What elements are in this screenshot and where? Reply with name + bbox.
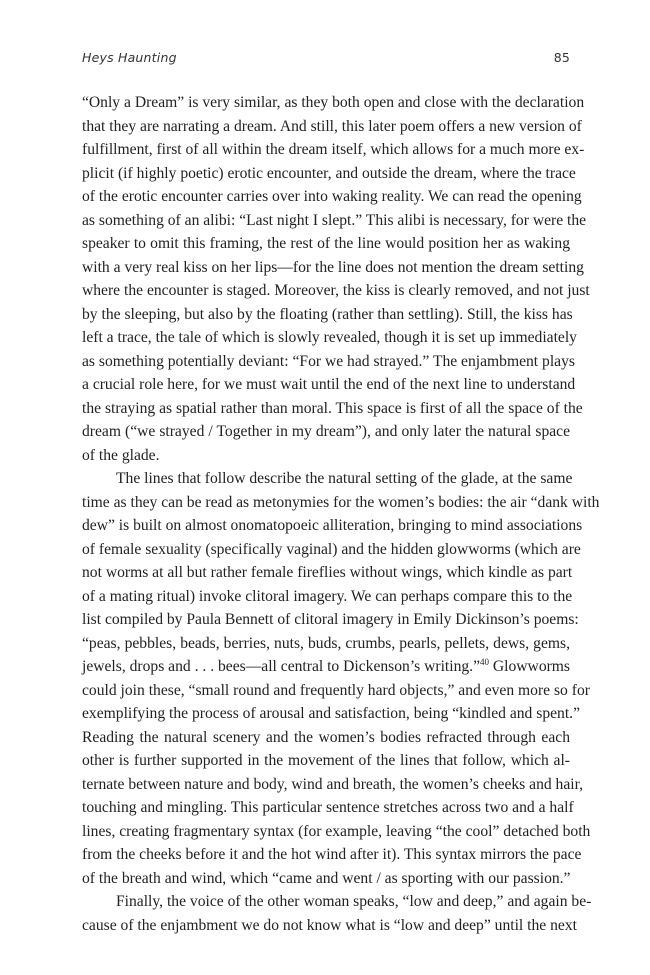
- text-line: of the glade.: [82, 446, 160, 464]
- text-line: Reading the natural scenery and the women’s bodies refracted through each: [82, 728, 570, 746]
- footnote-line-before: jewels, drops and . . . bees—all central to Dickenson’s writing.”: [82, 658, 480, 675]
- text-line: fulfillment, first of all within the dream itself, which allows for a much more ex-: [82, 141, 585, 158]
- text-line: “Only a Dream” is very similar, as they both open and close with the declaration: [82, 94, 585, 111]
- text-line: could join these, “small round and frequently hard objects,” and even more so for: [82, 681, 590, 699]
- page-number: 85: [553, 50, 570, 65]
- text-line: as something potentially deviant: “For we had strayed.” The enjambment plays: [82, 352, 575, 370]
- text-line: The lines that follow describe the natural setting of the glade, at the same: [116, 470, 573, 487]
- text-line: of the breath and wind, which “came and went / as sporting with our passion.”: [82, 869, 571, 887]
- text-line: where the encounter is staged. Moreover, the kiss is clearly removed, and not just: [82, 282, 590, 299]
- text-line: cause of the enjambment we do not know what is “low and deep” until the next: [82, 916, 577, 934]
- text-line: of the erotic encounter carries over into waking reality. We can read the opening: [82, 188, 582, 205]
- text-line: of female sexuality (specifically vaginal) and the hidden glowworms (which are: [82, 540, 581, 558]
- text-line: lines, creating fragmentary syntax (for example, leaving “the cool” detached both: [82, 822, 591, 840]
- text-line: as something of an alibi: “Last night I slept.” This alibi is necessary, for were the: [82, 211, 587, 229]
- body-text: [82, 91, 600, 937]
- text-line: by the sleeping, but also by the floating (rather than settling). Still, the kiss has: [82, 305, 573, 323]
- footnote-line-after: Glowworms: [489, 658, 571, 675]
- text-line: left a trace, the tale of which is slowly revealed, though it is set up immediately: [82, 329, 577, 346]
- text-line: time as they can be read as metonymies for the women’s bodies: the air “dank with: [82, 493, 600, 511]
- running-head: [82, 50, 570, 70]
- text-line: that they are narrating a dream. And still, this later poem offers a new version of: [82, 117, 582, 135]
- text-line: “peas, pebbles, beads, berries, nuts, buds, crumbs, pearls, pellets, dews, gems,: [82, 634, 570, 652]
- text-line: list compiled by Paula Bennett of clitoral imagery in Emily Dickinson’s poems:: [82, 611, 579, 628]
- text-line: touching and mingling. This particular sentence stretches across two and a half: [82, 799, 574, 816]
- text-line: a crucial role here, for we must wait until the end of the next line to understand: [82, 376, 576, 393]
- paragraph-3: [82, 890, 592, 937]
- text-line: other is further supported in the movement of the lines that follow, which al-: [82, 752, 570, 769]
- text-line: exemplifying the process of arousal and satisfaction, being “kindled and spent.”: [82, 705, 580, 722]
- text-line: dream (“we strayed / Together in my dream”), and only later the natural space: [82, 423, 570, 440]
- footnote-marker[interactable]: 40: [480, 656, 489, 667]
- paragraph-2: [82, 467, 600, 890]
- text-line: dew” is built on almost onomatopoeic alliteration, bringing to mind associations: [82, 517, 583, 534]
- text-line: speaker to omit this framing, the rest of the line would position her as waking: [82, 235, 570, 252]
- text-line: plicit (if highly poetic) erotic encounter, and outside the dream, where the trace: [82, 164, 576, 182]
- text-line: ternate between nature and body, wind and breath, the women’s cheeks and hair,: [82, 775, 584, 793]
- text-line: not worms at all but rather female fireflies without wings, which kindle as part: [82, 564, 573, 581]
- text-line: with a very real kiss on her lips—for the line does not mention the dream setting: [82, 258, 584, 276]
- text-line: the straying as spatial rather than moral. This space is first of all the space of the: [82, 399, 583, 417]
- text-line-with-footnote: [82, 655, 570, 679]
- text-line: Finally, the voice of the other woman speaks, “low and deep,” and again be-: [116, 893, 592, 910]
- paragraph-1: [82, 91, 590, 467]
- running-title: Heys Haunting: [82, 50, 177, 65]
- text-line: of a mating ritual) invoke clitoral imagery. We can perhaps compare this to the: [82, 587, 573, 605]
- text-line: from the cheeks before it and the hot wind after it). This syntax mirrors the pace: [82, 846, 582, 863]
